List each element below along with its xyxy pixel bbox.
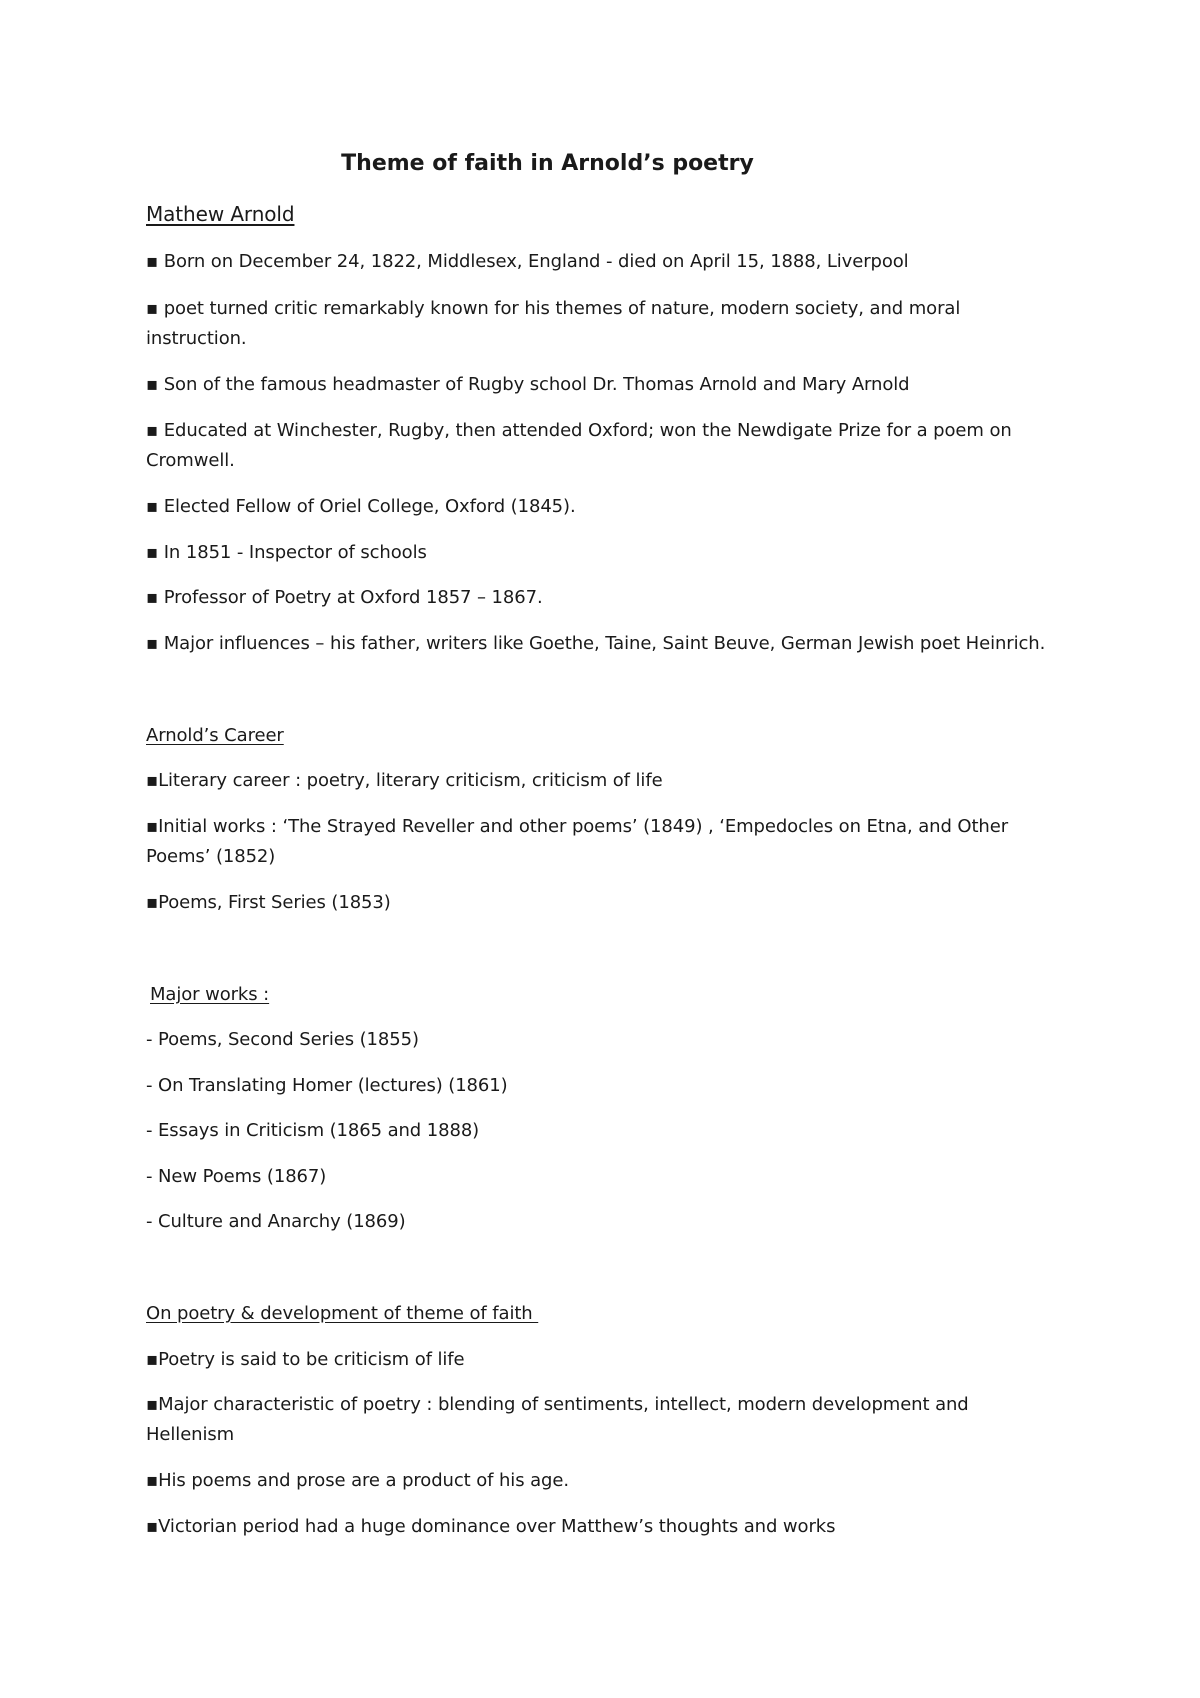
page-title: Theme of faith in Arnold’s poetry <box>341 151 754 176</box>
list-item: ▪Initial works : ‘The Strayed Reveller and other poems’ (1849) , ‘Empedocles on Etna, and Other Poems’ (1852) <box>146 816 1009 867</box>
list-item: ▪Victorian period had a huge dominance over Matthew’s thoughts and works <box>146 1516 836 1537</box>
list-item: ▪Poetry is said to be criticism of life <box>146 1349 465 1370</box>
list-item: ▪ Professor of Poetry at Oxford 1857 – 1867. <box>146 587 543 608</box>
list-item: ▪ Son of the famous headmaster of Rugby school Dr. Thomas Arnold and Mary Arnold <box>146 374 910 395</box>
list-item: ▪ Born on December 24, 1822, Middlesex, England - died on April 15, 1888, Liverpool <box>146 251 909 272</box>
list-item: ▪ poet turned critic remarkably known for his themes of nature, modern society, and moral instruction. <box>146 298 961 349</box>
section-heading-poetry-faith: On poetry & development of theme of faith <box>146 1303 539 1324</box>
list-item: ▪Literary career : poetry, literary criticism, criticism of life <box>146 770 663 791</box>
list-item: ▪ In 1851 - Inspector of schools <box>146 542 427 563</box>
list-item: - Poems, Second Series (1855) <box>146 1029 419 1050</box>
list-item: - New Poems (1867) <box>146 1166 327 1187</box>
section-heading-mathew-arnold: Mathew Arnold <box>146 202 295 226</box>
list-item: - On Translating Homer (lectures) (1861) <box>146 1075 508 1096</box>
list-item: ▪Poems, First Series (1853) <box>146 892 391 913</box>
list-item: ▪His poems and prose are a product of his age. <box>146 1470 569 1491</box>
list-item: - Culture and Anarchy (1869) <box>146 1211 406 1232</box>
list-item: ▪ Educated at Winchester, Rugby, then attended Oxford; won the Newdigate Prize for a poem on Cromwell. <box>146 420 1012 471</box>
section-heading-major-works: Major works : <box>150 984 270 1005</box>
section-heading-career: Arnold’s Career <box>146 725 284 746</box>
list-item: - Essays in Criticism (1865 and 1888) <box>146 1120 480 1141</box>
list-item: ▪Major characteristic of poetry : blending of sentiments, intellect, modern development and Hellenism <box>146 1394 969 1445</box>
list-item: ▪ Elected Fellow of Oriel College, Oxford (1845). <box>146 496 576 517</box>
list-item: ▪ Major influences – his father, writers like Goethe, Taine, Saint Beuve, German Jewish poet Heinrich. <box>146 633 1046 654</box>
